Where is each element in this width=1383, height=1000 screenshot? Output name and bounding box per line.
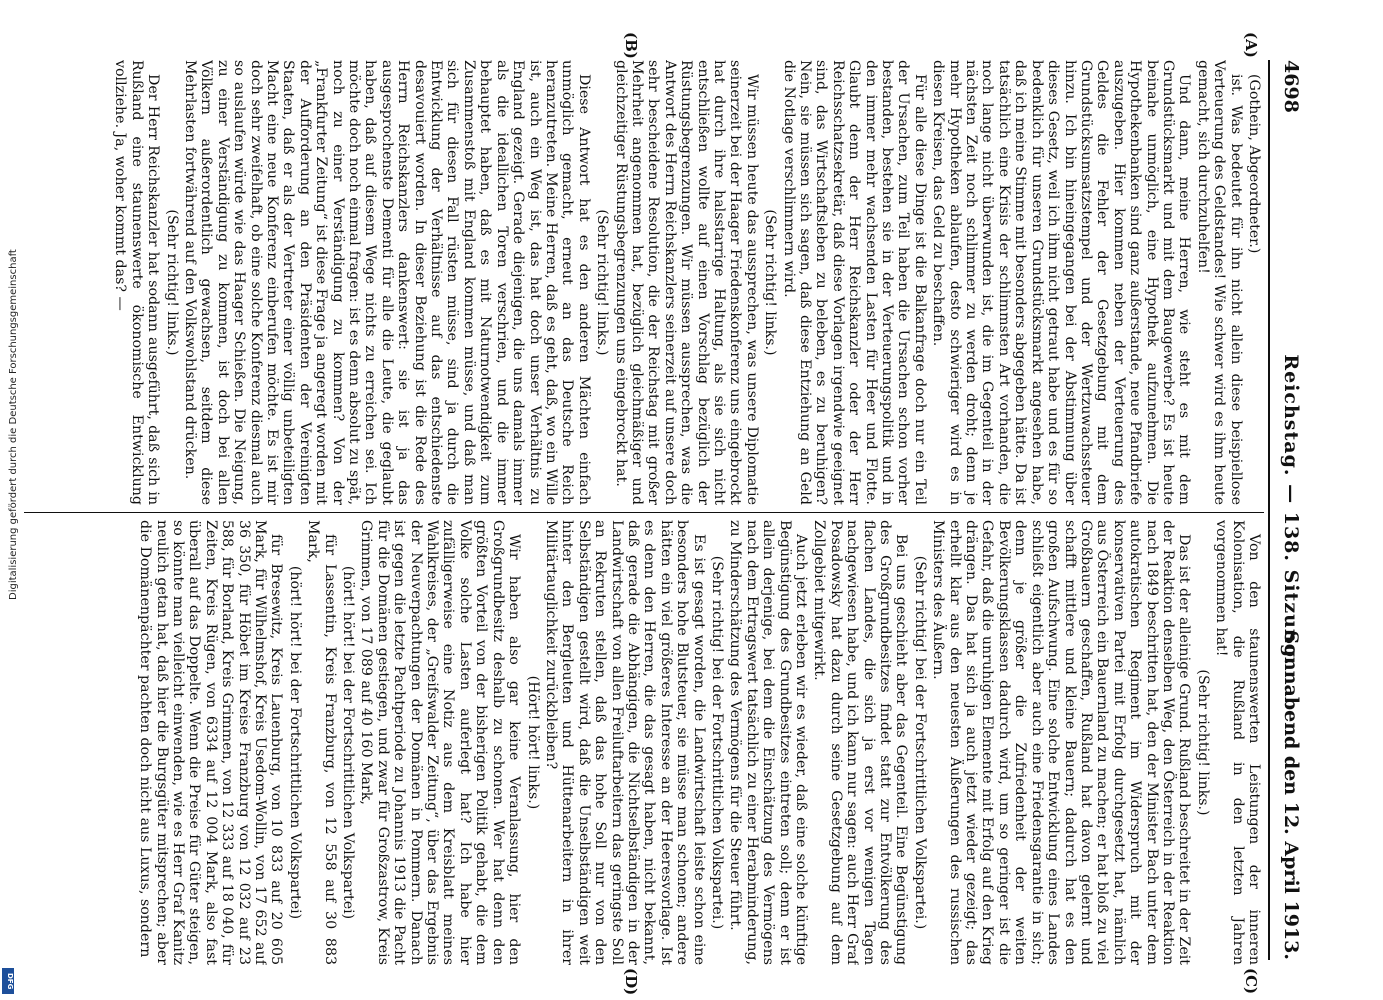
interjection: (Sehr richtig! links.) <box>163 209 180 356</box>
paragraph: Wir haben also gar keine Veranlassung, hier den Großgrundbesitz deshalb zu schonen. Wer hat denn den größten Vorteil von der bisherigen Politik gehabt, die dem Volke solche Lasten auferlegt hat? Ich habe hier zufälligerweise eine Notiz aus dem Kreisblatt meines Wahlkreises, der „Greifswalder Zeitung“, über das Ergebnis der Neuverpachtungen der Domänen in Pommern. Danach ist gegen die letzte Pachtperiode zu Johannis 1913 die Pacht für die Domänen gestiegen, und zwar für Großzastrow, Kreis Grimmen, von 17 089 auf 40 160 Mark, <box>358 520 523 965</box>
interjection: (Sehr richtig! bei der Fortschrittlichen Volkspartei.) <box>911 555 928 930</box>
column-divider <box>24 512 1264 513</box>
paragraph: Es ist gesagt worden, die Landwirtschaft leiste schon eine besonders hohe Blutsteuer, sie müsse man schonen; andere hätten ein viel größeres Interesse an der Heeresvorlage. Ist es denn den Herren, die das gesagt haben, nicht bekannt, daß gerade die Abhängigen, die Nichtselbständigen in der Landwirtschaft von allen Freiluftarbeitern das geringste Soll an Rekruten stellen, daß das hohe Soll nur von den Selbständigen gestellt wird, daß die Unselbständigen weit hinter den Bergleuten und Hüttenarbeitern in ihrer Militärtauglichkeit zurückbleiben? <box>542 520 707 965</box>
session-date: Sonnabend den 12. April 1913. <box>1280 630 1302 960</box>
margin-letter-d: (D) <box>622 968 640 996</box>
paragraph: Der Herr Reichskanzler hat sodann ausgeführt, daß sich in Rußland eine staunenswerte ökonomische Entwicklung vollziehe. Ja, woher kommt das? — <box>112 60 162 505</box>
page-header <box>1272 60 1302 960</box>
paragraph: für Lassentin, Kreis Franzburg, von 12 558 auf 30 883 Mark, <box>305 520 338 965</box>
paragraph: ist. Was bedeutet für ihn nicht allein diese beispiellose Verteuerung des Geldstandes! Wie schwer wird es ihm heute gemacht, sich durchzuhelfen! <box>1194 60 1244 505</box>
margin-letter-b: (B) <box>622 32 640 59</box>
header-rule <box>1268 60 1270 960</box>
paragraph: (Gothein, Abgeordneter.) <box>1246 74 1262 254</box>
paragraph: Wir müssen heute das aussprechen, was unsere Diplomatie seinerzeit bei der Haager Friedenskonferenz uns eingebrockt hat durch ihre halsstarrige Haltung, als sie sich nicht entschließen wollte auf einen Vorschlag bezüglich der Rüstungsbegrenzungen. Wir müssen aussprechen, was die Antwort des Herrn Reichskanzlers seinerzeit auf unsere doch sehr bescheidene Resolution, die der Reichstag mit großer Mehrheit angenommen hat, bezüglich gleichmäßiger und gleichzeitiger Rüstungsbegrenzungen uns eingebrockt hat. <box>612 60 760 505</box>
digitization-credit: Digitalisierung gefördert durch die Deutsche Forschungsgemeinschaft <box>8 249 19 600</box>
interjection: (Hört! hört! links.) <box>524 675 541 810</box>
page-title: Reichstag. — 138. Sitzung. <box>1280 354 1302 666</box>
paragraph: Von den staunenswerten Leistungen der inneren Kolonisation, die Rußland in den letzten Jahren vorgenommen hat! <box>1213 520 1262 965</box>
paragraph: für Bresewitz, Kreis Lauenburg, von 10 833 auf 20 605 Mark, für Wilhelmshof, Kreis Usedom-Wollin, von 17 652 auf 36 350, für Höbet im Kreise Franzburg von 12 032 auf 23 588, für Borland, Kreis Grimmen, von 12 333 auf 18 040, für Zeiten, Kreis Rügen, von 6334 auf 12 004 Mark, also fast überall auf das Doppelte. Wenn die Preise für Güter steigen, so könnte man vielleicht einwenden, wie es Herr Graf Kanitz neulich getan hat, daß hier die Burgsgüter mitsprechen; aber die Domänenpächter pachten doch nicht aus Luxus, sondern <box>137 520 285 965</box>
paragraph: Für alle diese Dinge ist die Balkanfrage doch nur ein Teil der Ursachen, zum Teil haben die Ursachen schon vorher bestanden, bestehen sie in der Verteuerungspolitik und in den immer mehr wachsenden Lasten für Heer und Flotte. Glaubt denn der Herr Reichskanzler oder der Herr Reichsschatzsekretär, daß diese Vorlagen irgendwie geeignet sind, das Wirtschaftsleben zu beleben, es zu beruhigen? Nein, sie müssen sich sagen, daß diese Entziehung an Geld die Notlage verschlimmern wird. <box>780 60 928 505</box>
interjection: (hört! hört! bei der Fortschrittlichen Volkspartei) <box>340 565 357 920</box>
page-number: 4698 <box>1280 60 1302 113</box>
left-column <box>22 60 1262 505</box>
margin-letter-a: (A) <box>1242 32 1260 58</box>
paragraph: Diese Antwort hat es den anderen Mächten einfach unmöglich gemacht, erneut an das Deutsche Reich heranzutreten. Meine Herren, daß es geht, daß, wo ein Wille ist, auch ein Weg ist, das hat doch unser Verhältnis zu England gezeigt. Gerade diejenigen, die uns damals immer als die ideallichen Toren verschrien, und die immer behauptet haben, daß es mit Naturnotwendigkeit zum Zusammenstoß mit England kommen müsse, und daß man sich für diesen Fall rüsten müsse, sind ja durch die Entwicklung der Verhältnisse auf das entschiedenste desavouiert worden. In dieser Beziehung ist die Rede des Herrn Reichskanzlers dankenswert: sie ist ja das ausgesprochenste Dementi für alle die Leute, die geglaubt haben, daß auf diesem Wege nichts zu erreichen sei. Ich möchte doch noch einmal fragen: ist es denn absolut zu spät, noch zu einer Verständigung zu kommen? Von der „Frankfurter Zeitung“ ist diese Frage ja angeregt worden mit der Aufforderung an den Präsidenten der Vereinigten Staaten, daß er als der Vertreter einer völlig unbeteiligten Macht eine neue Konferenz einberufen möchte. Es ist mir doch sehr zweifelhaft, ob eine solche Konferenz diesmal auch so auslaufen würde wie das Haager Schießen. Die Neigung, zu einer Verständigung zu kommen, ist doch bei allen Völkern außerordentlich gewachsen, seitdem diese Mehrlasten fortwährend auf den Volkswohlstand drücken. <box>182 60 592 505</box>
paragraph: Das ist der alleinige Grund. Rußland beschreitet in der Zeit der Reaktion denselben Weg, den Österreich in der Reaktion nach 1849 beschritten hat, den der Minister Bach unter dem autokratischen Regiment im Widerspruch mit der konservativen Partei mit Erfolg durchgesetzt hat, nämlich aus Österreich ein Bauernland zu machen; er hat bloß zu viel Großbauern geschaffen, Rußland hat davon gelernt und schafft mittlere und kleine Bauern; dadurch hat es den großen Aufschwung. Eine solche Entwicklung eines Landes schließt eigentlich aber auch eine Friedensgarantie in sich; denn je größer die Zufriedenheit der weiten Bevölkerungsklassen dadurch wird, um so geringer ist die Gefahr, daß die unruhigen Elemente mit Erfolg auf den Krieg drängen. Das hat sich ja auch jetzt wieder gezeigt; das erhellt klar aus den neuesten Äußerungen des russischen Ministers des Äußern. <box>930 520 1193 965</box>
paragraph: Und dann, meine Herren, wie steht es mit dem Grundstücksmarkt und mit dem Baugewerbe? Es ist heute beinahe unmöglich, eine Hypothek aufzunehmen. Die Hypothekenbanken sind ganz außerstande, neue Pfandbriefe auszugeben. Hier kommen neben der Verteuerung des Geldes die Fehler der Gesetzgebung mit dem Grundstücksumsatzstempel und der Wertzuwachssteuer hinzu. Ich bin hineingegangen bei der Abstimmung über dieses Gesetz, weil ich ihm nicht getraut habe und es für so bedenklich für unseren Grundstücksmarkt angesehen habe, daß ich meine Stimme mit besonders abgegeben hätte. Da ist tatsächlich eine Krisis der schlimmsten Art vorhanden, die noch lange nicht überwunden ist, die im Gegenteil in der nächsten Zeit noch schlimmer zu werden droht; denn je mehr Hypotheken ablaufen, desto schwieriger wird es in diesen Kreisen, das Geld zu beschaffen. <box>930 60 1193 505</box>
dfg-logo-icon: DFG <box>2 968 14 994</box>
interjection: (Sehr richtig! links.) <box>594 209 611 356</box>
interjection: (hört! hört! bei der Fortschrittlichen Volkspartei) <box>286 565 303 920</box>
paragraph: Bei uns geschieht aber das Gegenteil. Eine Begünstigung des Großgrundbesitzes findet statt zur Entvölkerung des flachen Landes, die sich ja erst vor wenigen Tagen nachgewiesen habe, und ich kann nur sagen: auch Herr Graf Posadowsky hat dazu durch seine Gesetzgebung auf dem Zollgebiet mitgewirkt. <box>811 520 910 965</box>
right-column <box>22 520 1262 965</box>
interjection: (Sehr richtig! bei der Fortschrittlichen Volkspartei.) <box>709 555 725 930</box>
interjection: (Sehr richtig! links.) <box>1194 669 1211 816</box>
margin-letter-c: (C) <box>1242 968 1260 995</box>
paragraph: Auch jetzt erleben wir es wieder, daß eine solche künftige Begünstigung des Grundbesitzes eintreten soll; denn er ist allein derjenige, bei dem die Einschätzung des Vermögens nach dem Ertragswert tatsächlich zu einer Herabminderung, zu Minderschätzung des Vermögens für die Steuer führt. <box>727 520 810 965</box>
interjection: (Sehr richtig! links.) <box>762 209 779 356</box>
